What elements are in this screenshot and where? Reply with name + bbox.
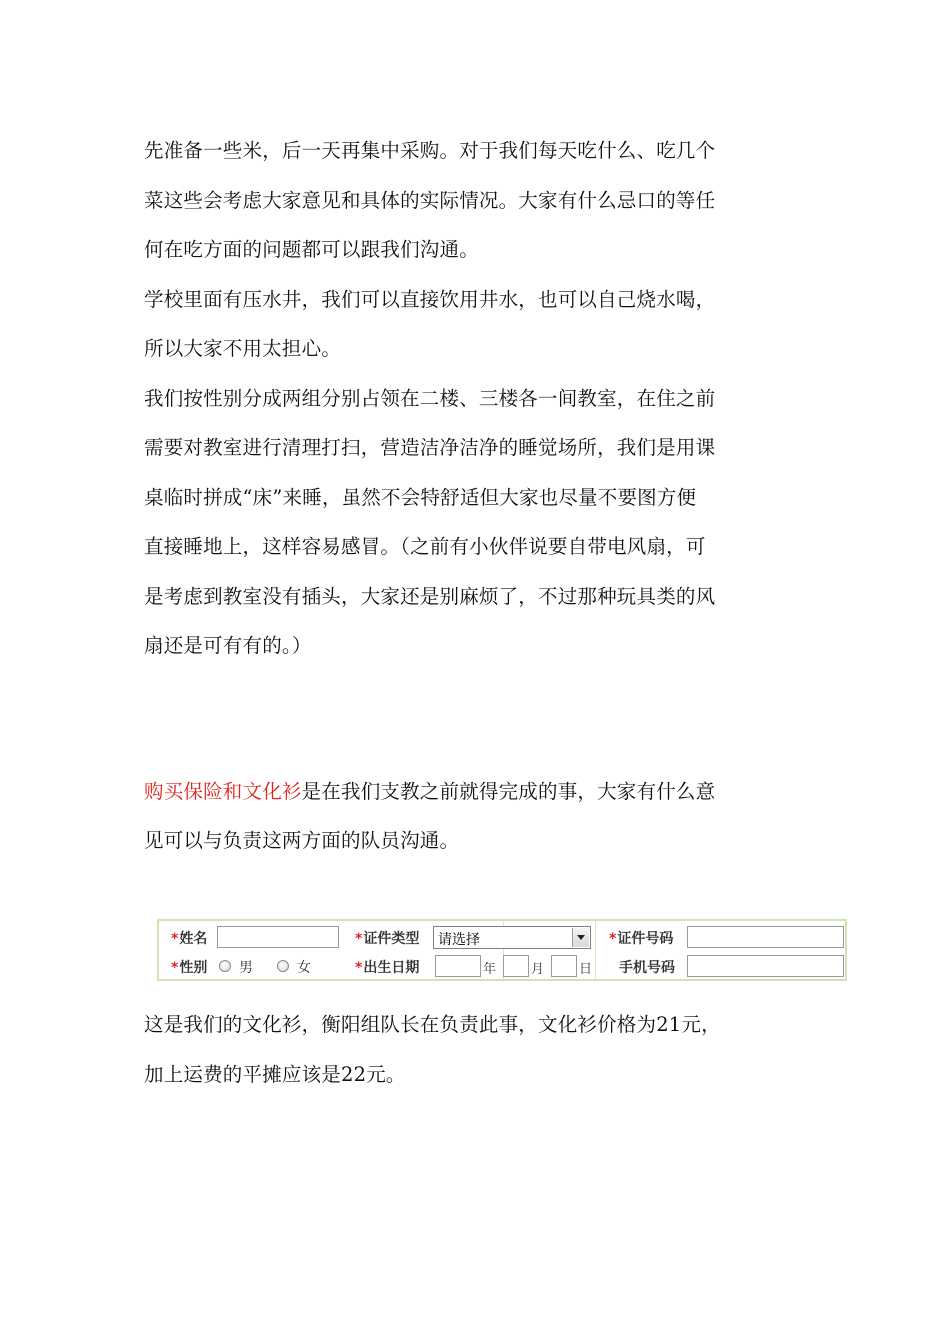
blank-space xyxy=(144,671,814,767)
id-type-select[interactable] xyxy=(433,926,591,949)
id-number-label xyxy=(609,928,673,948)
text-line: 扇还是可有有的。） xyxy=(144,634,312,657)
insurance-form xyxy=(157,919,847,981)
birth-day-input[interactable] xyxy=(551,955,577,977)
label-text: 出生日期 xyxy=(363,960,420,976)
id-type-label xyxy=(355,928,419,948)
phone-input[interactable] xyxy=(687,955,844,977)
text-line: 加上运费的平摊应该是22元。 xyxy=(144,1062,406,1086)
text-line: 何在吃方面的问题都可以跟我们沟通。 xyxy=(144,238,479,261)
text-line: 需要对教室进行清理打扫，营造洁净洁净的睡觉场所，我们是用课 xyxy=(144,436,716,459)
paragraph-lodging xyxy=(144,374,814,671)
gender-male-text: 男 xyxy=(239,960,253,976)
paragraph-tshirt xyxy=(144,1000,814,1099)
birth-year-input[interactable] xyxy=(435,955,481,977)
text-line: 菜这些会考虑大家意见和具体的实际情况。大家有什么忌口的等任 xyxy=(144,188,716,212)
paragraph-food xyxy=(144,126,814,275)
form-row-1 xyxy=(159,924,845,952)
gender-female-text: 女 xyxy=(297,960,311,976)
month-unit: 月 xyxy=(531,962,545,977)
document-body xyxy=(144,126,814,866)
text-line xyxy=(144,767,814,817)
gender-label xyxy=(171,957,207,977)
label-text: 性别 xyxy=(179,960,208,976)
chevron-down-icon[interactable] xyxy=(572,928,589,947)
birth-month-input[interactable] xyxy=(503,955,529,977)
text-line: 桌临时拼成“床”来睡，虽然不会特舒适但大家也尽量不要图方便 xyxy=(144,485,697,509)
required-star: * xyxy=(609,931,617,947)
label-text: 证件号码 xyxy=(617,931,674,947)
text-line: 所以大家不用太担心。 xyxy=(144,337,342,360)
label-text: 证件类型 xyxy=(363,931,420,947)
required-star: * xyxy=(171,960,179,976)
gender-male-radio[interactable] xyxy=(219,960,231,972)
text-line: 直接睡地上，这样容易感冒。（之前有小伙伴说要自带电风扇，可 xyxy=(144,535,706,558)
document-body-lower xyxy=(144,1000,814,1099)
name-input[interactable] xyxy=(217,926,339,948)
text-line: 是考虑到教室没有插头，大家还是别麻烦了，不过那种玩具类的风 xyxy=(144,584,716,608)
gender-female-radio[interactable] xyxy=(277,960,289,972)
required-star: * xyxy=(171,931,179,947)
paragraph-water xyxy=(144,275,814,374)
text-line: 先准备一些米，后一天再集中采购。对于我们每天吃什么、吃几个 xyxy=(144,139,716,162)
form-row-2 xyxy=(159,953,845,981)
year-unit: 年 xyxy=(483,962,497,977)
text-span: 是在我们支教之前就得完成的事，大家有什么意 xyxy=(301,779,716,803)
id-number-input[interactable] xyxy=(687,926,844,948)
paragraph-insurance xyxy=(144,767,814,866)
birth-date-label xyxy=(355,957,419,977)
text-line: 学校里面有压水井，我们可以直接饮用井水，也可以自己烧水喝， xyxy=(144,287,716,311)
highlight-text: 购买保险和文化衫 xyxy=(144,779,302,803)
text-line: 这是我们的文化衫，衡阳组队长在负责此事，文化衫价格为21元， xyxy=(144,1013,721,1036)
label-text: 姓名 xyxy=(179,931,208,947)
select-value: 请选择 xyxy=(438,932,480,948)
day-unit: 日 xyxy=(579,962,593,977)
required-star: * xyxy=(355,960,363,976)
name-label xyxy=(171,928,207,948)
phone-label: 手机号码 xyxy=(619,960,675,976)
text-line: 我们按性别分成两组分别占领在二楼、三楼各一间教室，在住之前 xyxy=(144,386,716,410)
text-line: 见可以与负责这两方面的队员沟通。 xyxy=(144,829,460,852)
required-star: * xyxy=(355,931,363,947)
